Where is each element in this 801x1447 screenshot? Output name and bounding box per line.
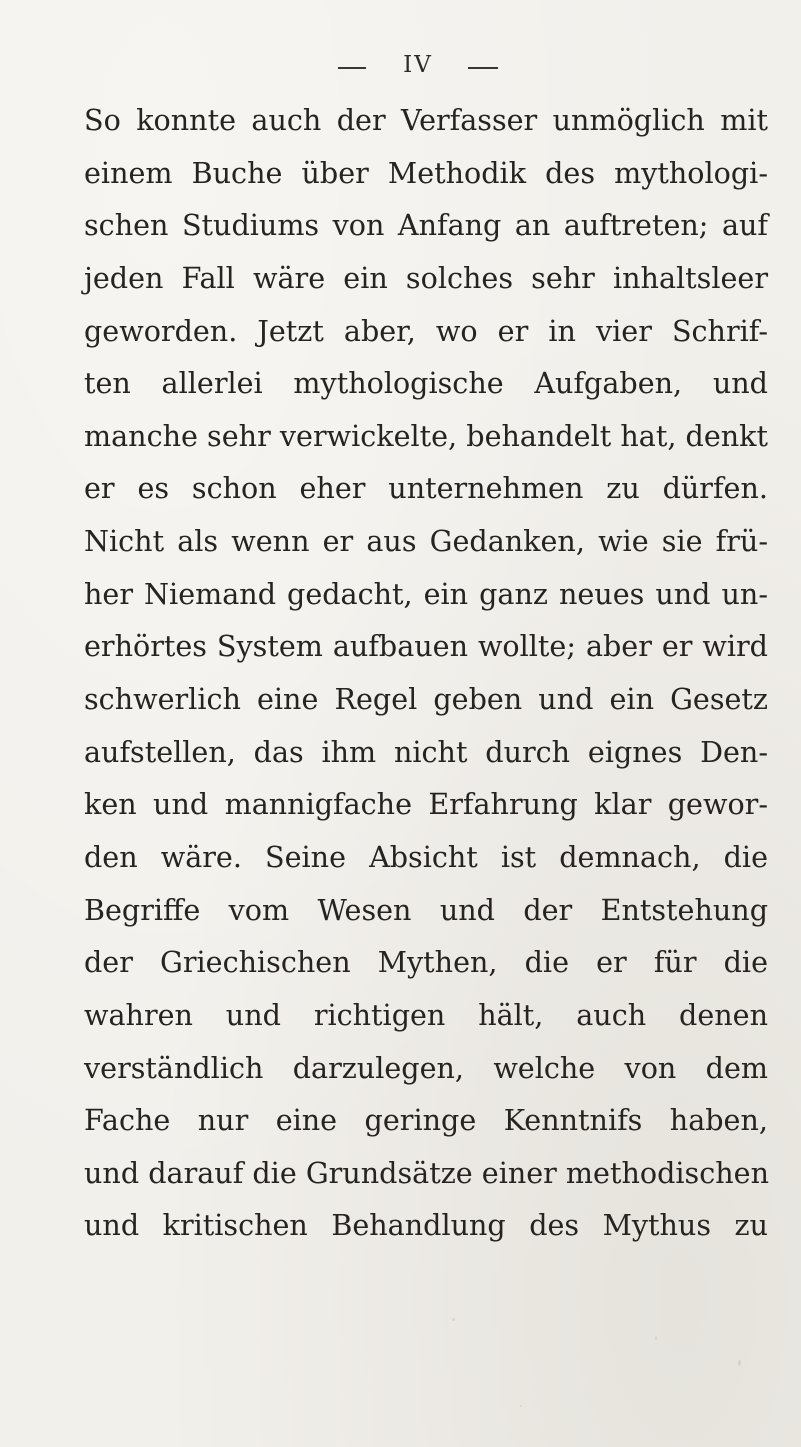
text-line-11: erhörtes System aufbauen wollte; aber er wird xyxy=(84,629,768,664)
text-line-10: her Niemand gedacht, ein ganz neues und un- xyxy=(84,576,768,611)
text-line-13: aufstellen, das ihm nicht durch eignes Den- xyxy=(84,734,768,769)
text-line-3: schen Studiums von Anfang an auftreten; auf xyxy=(84,208,768,243)
page-number: IV xyxy=(403,52,433,78)
header-dash-left xyxy=(338,67,366,69)
text-line-12: schwerlich eine Regel geben und ein Gesetz xyxy=(84,682,768,717)
text-line-15: den wäre. Seine Absicht ist demnach, die xyxy=(84,839,768,874)
paper-speck-1 xyxy=(452,1318,455,1321)
text-line-21: und darauf die Grundsätze einer methodischen xyxy=(84,1155,769,1190)
text-line-18: wahren und richtigen hält, auch denen xyxy=(84,997,768,1032)
paper-speck-3 xyxy=(738,1360,741,1366)
text-line-22: und kritischen Behandlung des Mythus zu xyxy=(84,1208,768,1243)
text-line-20: Fache nur eine geringe Kenntnifs haben, xyxy=(84,1103,768,1138)
text-line-9: Nicht als wenn er aus Gedanken, wie sie frü- xyxy=(84,524,768,559)
text-line-5: geworden. Jetzt aber, wo er in vier Schrif- xyxy=(84,313,768,348)
text-line-7: manche sehr verwickelte, behandelt hat, denkt xyxy=(84,418,768,453)
text-line-4: jeden Fall wäre ein solches sehr inhaltsleer xyxy=(84,260,768,295)
text-line-8: er es schon eher unternehmen zu dürfen. xyxy=(84,471,768,506)
text-line-19: verständlich darzulegen, welche von dem xyxy=(84,1050,768,1085)
text-line-16: Begriffe vom Wesen und der Entstehung xyxy=(84,892,768,927)
body-text xyxy=(84,94,768,1252)
page-header xyxy=(0,50,801,80)
text-line-1: So konnte auch der Verfasser unmöglich mit xyxy=(84,103,768,137)
paper-speck-2 xyxy=(655,1336,657,1340)
paper-speck-4 xyxy=(520,1405,522,1407)
text-line-6: ten allerlei mythologische Aufgaben, und xyxy=(84,366,768,401)
text-line-2: einem Buche über Methodik des mythologi- xyxy=(84,155,768,190)
header-dash-right xyxy=(468,67,498,69)
text-line-17: der Griechischen Mythen, die er für die xyxy=(84,945,768,980)
text-line-14: ken und mannigfache Erfahrung klar gewor- xyxy=(84,787,768,822)
